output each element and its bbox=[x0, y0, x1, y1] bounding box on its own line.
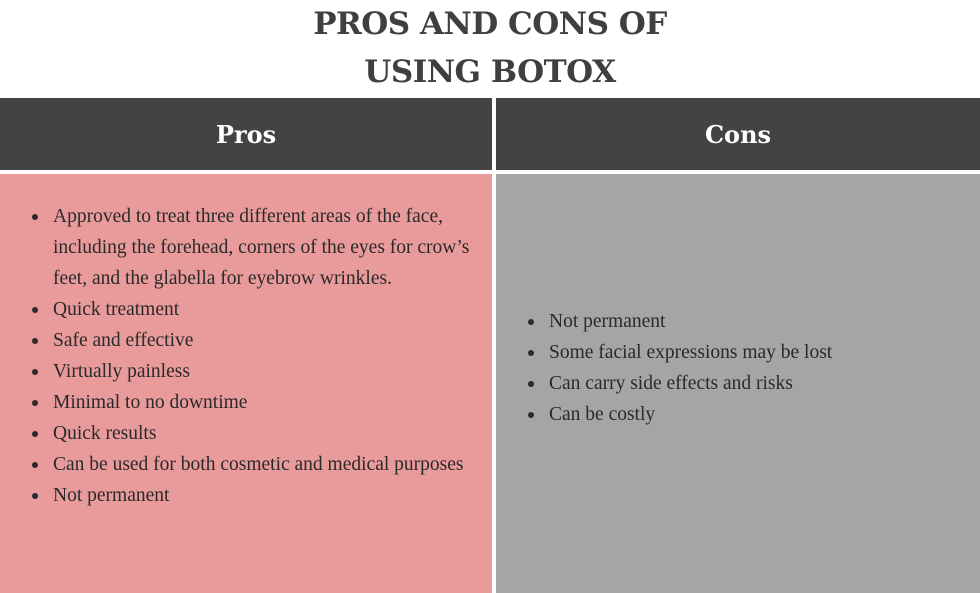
pros-list-item: Minimal to no downtime bbox=[30, 387, 472, 418]
pros-list-item: Not permanent bbox=[30, 480, 472, 511]
pros-list-item: Safe and effective bbox=[30, 325, 472, 356]
pros-cons-table bbox=[0, 98, 980, 593]
pros-list-item: Can be used for both cosmetic and medical purposes bbox=[30, 449, 472, 480]
pros-cell bbox=[0, 174, 492, 593]
cons-list bbox=[526, 306, 832, 430]
pros-list bbox=[30, 201, 472, 511]
pros-header bbox=[0, 98, 492, 170]
pros-list-item: Virtually painless bbox=[30, 356, 472, 387]
cons-list-item: Not permanent bbox=[526, 306, 832, 337]
cons-header bbox=[496, 98, 980, 170]
page-title bbox=[0, 0, 980, 98]
pros-list-item: Quick results bbox=[30, 418, 472, 449]
pros-header-label: Pros bbox=[215, 119, 277, 149]
cons-header-label: Cons bbox=[704, 119, 772, 149]
cons-cell bbox=[496, 174, 980, 593]
title-line-2: USING BOTOX bbox=[364, 54, 616, 90]
pros-list-item: Approved to treat three different areas of the face, including the forehead, corners of the eyes for crow’s feet, and the glabella for eyebrow wrinkles. bbox=[30, 201, 472, 294]
title-line-1: PROS AND CONS OF bbox=[313, 6, 667, 42]
pros-list-item: Quick treatment bbox=[30, 294, 472, 325]
cons-list-item: Can be costly bbox=[526, 399, 832, 430]
cons-list-item: Can carry side effects and risks bbox=[526, 368, 832, 399]
cons-list-item: Some facial expressions may be lost bbox=[526, 337, 832, 368]
